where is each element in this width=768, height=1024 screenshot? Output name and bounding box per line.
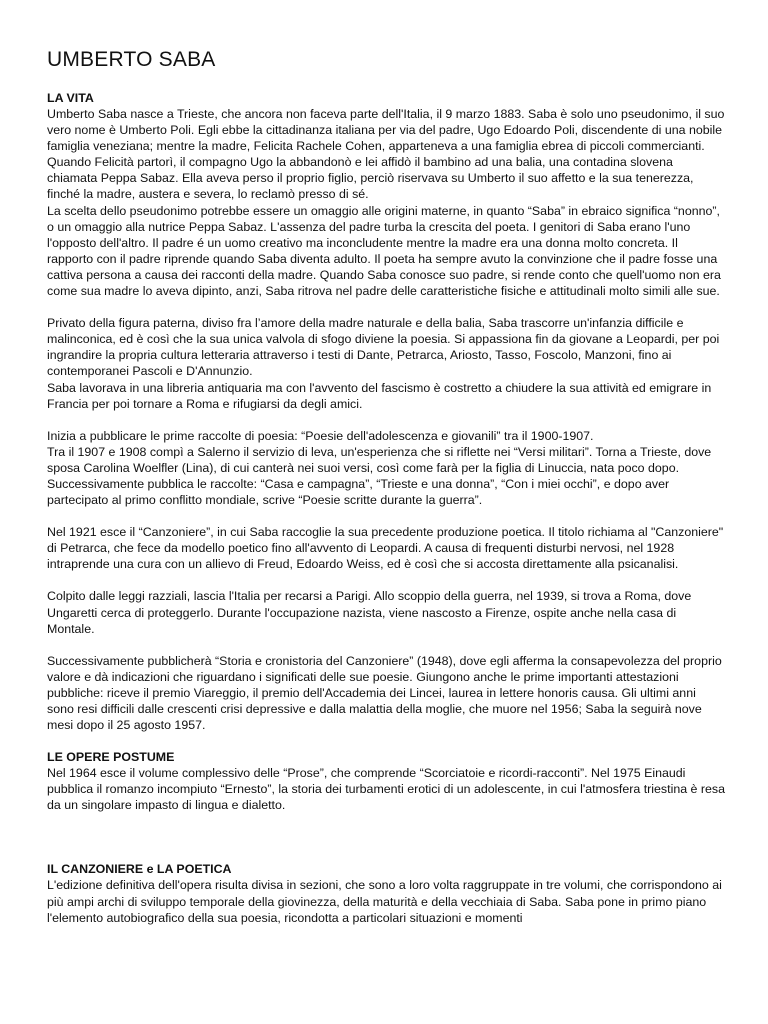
paragraph: Inizia a pubblicare le prime raccolte di poesia: “Poesie dell'adolescenza e giovanili” tra il 1900-1907. bbox=[47, 428, 594, 443]
paragraph: Colpito dalle leggi razziali, lascia l'Italia per recarsi a Parigi. Allo scoppio della guerra, nel 1939, si trova a Roma, dove Ungaretti cerca di proteggerlo. Durante l'occupazione nazista, viene nascosto a Firenze, ospite anche nella casa di Montale. bbox=[47, 589, 692, 636]
document-page bbox=[47, 46, 725, 926]
paragraph: Umberto Saba nasce a Trieste, che ancora non faceva parte dell'Italia, il 9 marzo 1883. Saba è solo uno pseudonimo, il suo vero nome è Umberto Poli. Egli ebbe la cittadinanza italiana per via del padre, Ugo Edoardo Poli, discendente di una nobile famiglia veneziana; mentre la madre, Felicita Rachele Cohen, apparteneva a una famiglia ebrea di piccoli commercianti. Quando Felicità partorì, il compagno Ugo la abbandonò e lei affidò il bambino ad una balia, una contadina slovena chiamata Peppa Sabaz. Ella aveva perso il proprio figlio, perciò riservava su Umberto il suo affetto e la sua tenerezza, finché la madre, austera e severa, lo reclamò presso di sé. bbox=[47, 107, 725, 202]
section-canzoniere-poetica bbox=[47, 861, 725, 925]
section-opere-postume bbox=[47, 749, 725, 813]
paragraph: Nel 1964 esce il volume complessivo delle “Prose”, che comprende “Scorciatoie e ricordi-racconti”. Nel 1975 Einaudi pubblica il romanzo incompiuto “Ernesto”, la storia dei turbamenti erotici di un adolescente, in cui l'atmosfera triestina è resa da un singolare impasto di lingua e dialetto. bbox=[47, 766, 725, 813]
paragraph: Tra il 1907 e 1908 compì a Salerno il servizio di leva, un'esperienza che si riflette nei “Versi militari”. Torna a Trieste, dove sposa Carolina Woelfler (Lina), di cui canterà nei suoi versi, così come farà per la figlia di Linuccia, nata poco dopo. Successivamente pubblica le raccolte: “Casa e campagna”, “Trieste e una donna”, “Con i miei occhi”, e dopo aver partecipato al primo conflitto mondiale, scrive “Poesie scritte durante la guerra”. bbox=[47, 444, 712, 508]
paragraph: Nel 1921 esce il “Canzoniere”, in cui Saba raccoglie la sua precedente produzione poetica. Il titolo richiama al "Canzoniere" di Petrarca, che fece da modello poetico fino all'avvento di Leopardi. A causa di frequenti disturbi nervosi, nel 1928 intraprende una cura con un allievo di Freud, Edoardo Weiss, ed è così che si accosta direttamente alla psicanalisi. bbox=[47, 525, 724, 572]
paragraph: Saba lavorava in una libreria antiquaria ma con l'avvento del fascismo è costretto a chiudere la sua attività ed emigrare in Francia per poi tornare a Roma e rifugiarsi da degli amici. bbox=[47, 380, 712, 411]
paragraph: L'edizione definitiva dell'opera risulta divisa in sezioni, che sono a loro volta raggruppate in tre volumi, che corrispondono ai più ampi archi di sviluppo temporale della giovinezza, della maturità e della vecchiaia di Saba. Saba pone in primo piano l'elemento autobiografico della sua poesia, ricondotta a particolari situazioni e momenti bbox=[47, 878, 722, 925]
document-title: UMBERTO SABA bbox=[47, 48, 216, 71]
paragraph: Privato della figura paterna, diviso fra l’amore della madre naturale e della balia, Saba trascorre un'infanzia difficile e malinconica, ed è così che la sua unica valvola di sfogo diviene la poesia. Si appassiona fin da giovane a Leopardi, per poi ingrandire la propria cultura letteraria attraverso i testi di Dante, Petrarca, Ariosto, Tasso, Foscolo, Manzoni, fino ai contemporanei Pascoli e D'Annunzio. bbox=[47, 316, 720, 379]
paragraph: La scelta dello pseudonimo potrebbe essere un omaggio alle origini materne, in quanto “Saba” in ebraico significa “nonno”, o un omaggio alla nutrice Peppa Sabaz. L'assenza del padre turba la crescita del poeta. I genitori di Saba erano l'uno l'opposto dell'altro. Il padre é un uomo creativo ma inconcludente mentre la madre era una donna molto concreta. Il rapporto con il padre riprende quando Saba diventa adulto. Il poeta ha sempre avuto la convinzione che il padre fosse una cattiva persona a causa dei racconti della madre. Quando Saba conosce suo padre, si rende conto che quell'uomo non era come sua madre lo aveva dipinto, anzi, Saba ritrova nel padre delle caratteristiche fisiche e attitudinali molto simili alle sue. bbox=[47, 203, 721, 299]
paragraph: Successivamente pubblicherà “Storia e cronistoria del Canzoniere” (1948), dove egli afferma la consapevolezza del proprio valore e dà indicazioni che riguardano i significati delle sue poesie. Giungono anche le prime importanti attestazioni pubbliche: riceve il premio Viareggio, il premio dell'Accademia dei Lincei, laurea in lettere honoris causa. Gli ultimi anni sono resi difficili dalle crescenti crisi depressive e dalla malattia della moglie, che muore nel 1956; Saba la seguirà nove mesi dopo il 25 agosto 1957. bbox=[47, 653, 722, 733]
section-heading: LE OPERE POSTUME bbox=[47, 750, 175, 765]
section-heading: LA VITA bbox=[47, 91, 94, 105]
section-la-vita bbox=[47, 90, 725, 733]
section-heading: IL CANZONIERE e LA POETICA bbox=[47, 862, 232, 877]
